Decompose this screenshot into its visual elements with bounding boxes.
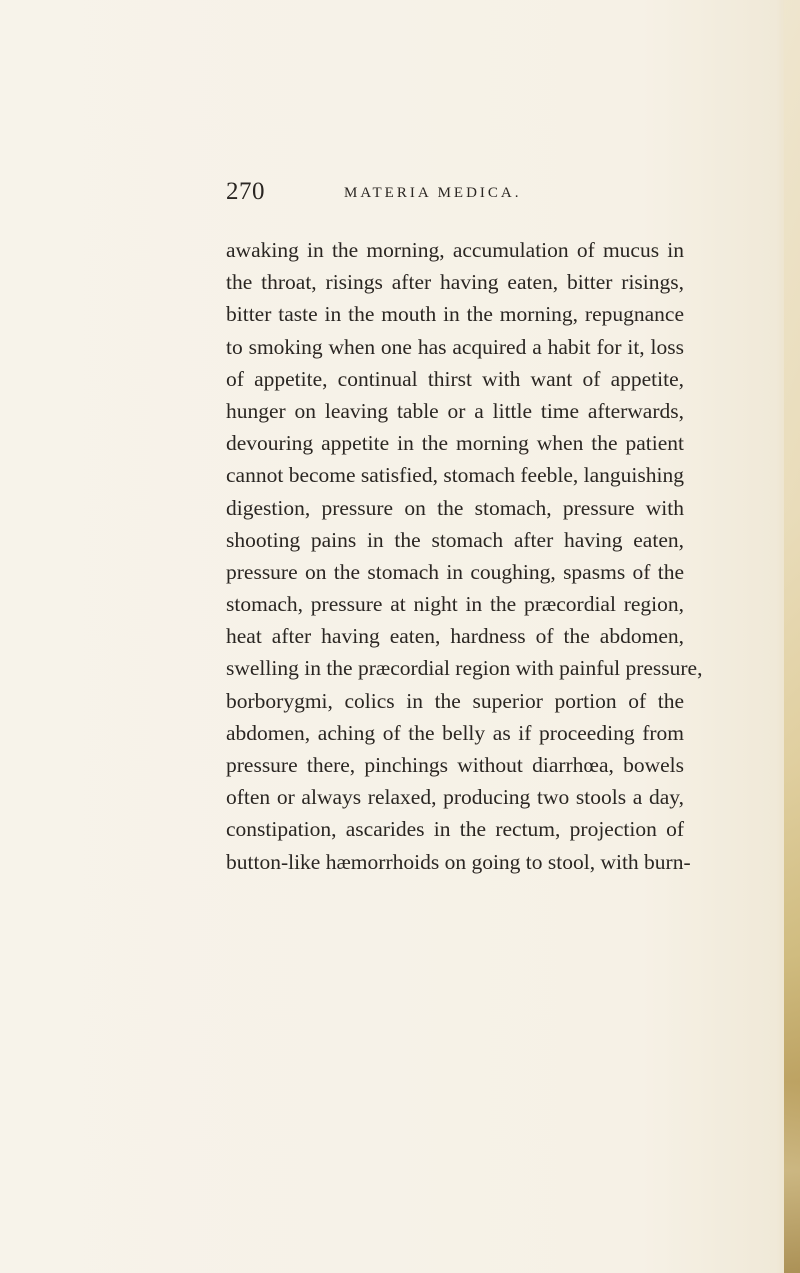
text-line: constipation, ascarides in the rectum, projection of <box>226 817 684 842</box>
body-text <box>226 234 703 878</box>
text-line: stomach, pressure at night in the præcordial region, <box>226 592 684 617</box>
text-line: heat after having eaten, hardness of the abdomen, <box>226 624 684 649</box>
text-line: awaking in the morning, accumulation of mucus in <box>226 238 684 262</box>
text-line: shooting pains in the stomach after having eaten, <box>226 527 684 552</box>
text-line: bitter taste in the mouth in the morning, repugnance <box>226 302 684 327</box>
page-number: 270 <box>226 178 265 205</box>
page-edge <box>784 0 800 1273</box>
text-line: digestion, pressure on the stomach, pressure with <box>226 495 684 520</box>
text-line: abdomen, aching of the belly as if proceeding from <box>226 720 684 745</box>
text-line: of appetite, continual thirst with want of appetite, <box>226 366 684 391</box>
running-title: MATERIA MEDICA. <box>344 185 522 201</box>
text-line: hunger on leaving table or a little time afterwards, <box>226 398 684 423</box>
text-line: pressure on the stomach in coughing, spasms of the <box>226 559 684 584</box>
text-line: pressure there, pinchings without diarrhœa, bowels <box>226 753 684 777</box>
text-line: borborygmi, colics in the superior portion of the <box>226 688 684 713</box>
text-line: cannot become satisfied, stomach feeble, languishing <box>226 463 684 488</box>
text-line: button-like hæmorrhoids on going to stool, with burn- <box>226 849 691 874</box>
page-header <box>226 178 766 208</box>
text-line: to smoking when one has acquired a habit for it, loss <box>226 334 684 359</box>
text-line: swelling in the præcordial region with painful pressure, <box>226 656 703 681</box>
text-line: often or always relaxed, producing two stools a day, <box>226 785 684 810</box>
text-line: devouring appetite in the morning when the patient <box>226 431 684 456</box>
text-line: the throat, risings after having eaten, bitter risings, <box>226 270 684 295</box>
